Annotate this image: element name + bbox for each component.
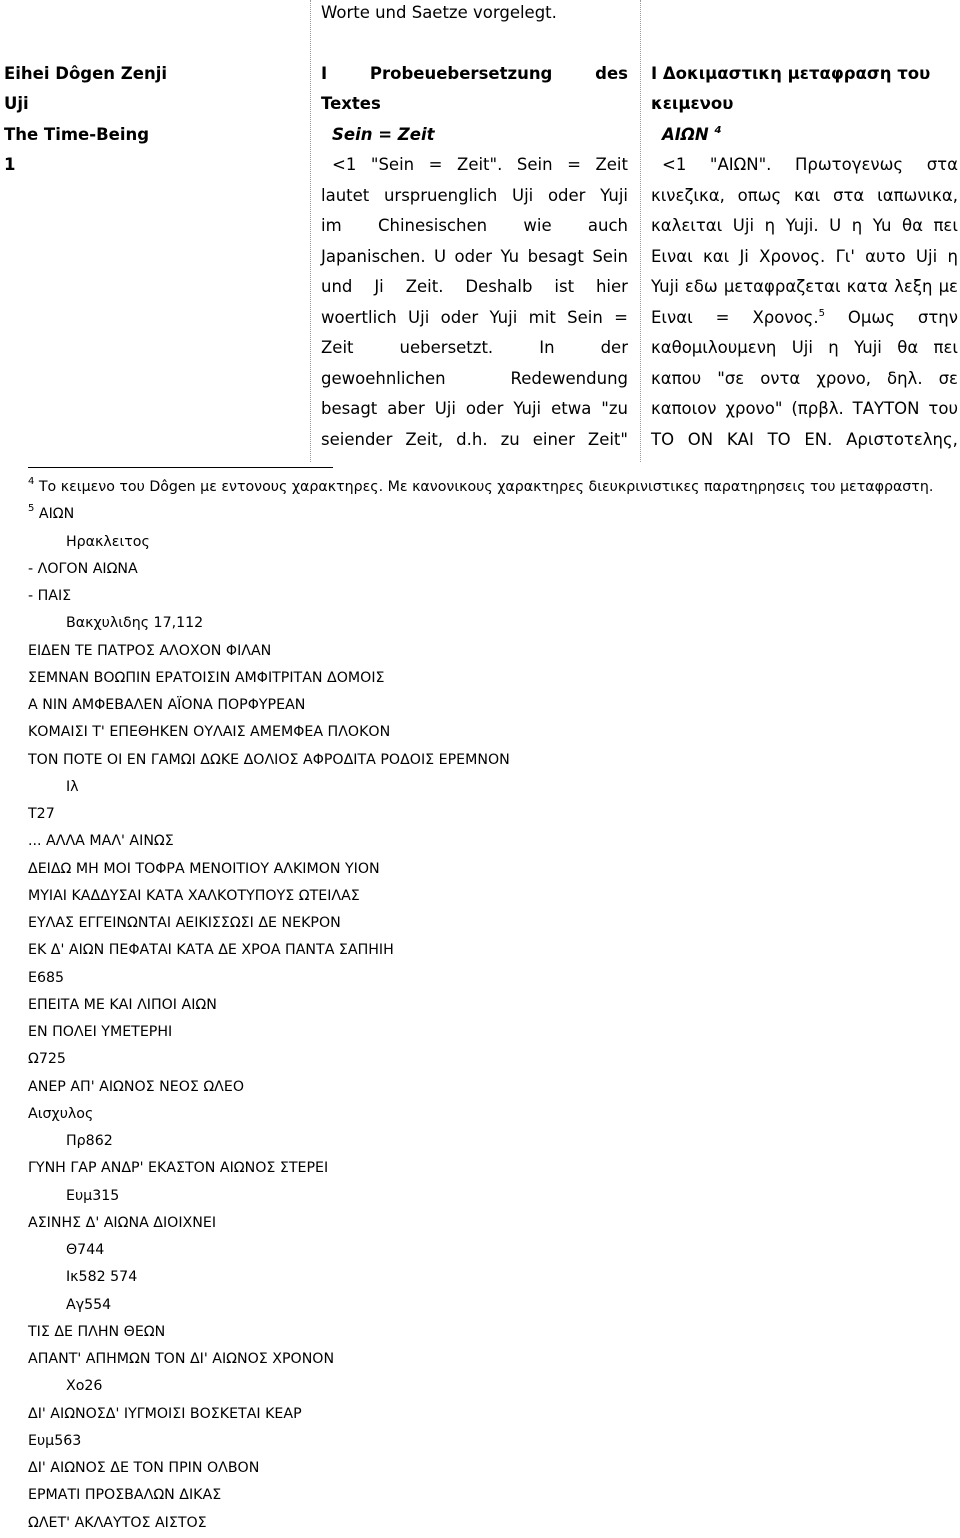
footnote-text: ΓΥΝΗ ΓΑΡ ΑΝΔΡ' ΕΚΑΣΤΟΝ ΑΙΩΝΟΣ ΣΤΕΡΕΙ	[28, 1160, 329, 1177]
word: Χρονος.$^5$	[752, 308, 825, 327]
word: wie	[523, 216, 552, 235]
text-line	[651, 247, 958, 267]
word: Ειναι	[651, 247, 693, 266]
footnote-text: Το κειμενο του Dôgen με εντονους χαρακτηρες. Με κανονικους χαρακτηρες διευκρινιστικες παρατηρησεις του μεταφραστη.	[34, 479, 934, 495]
footnote-text: ΕΠΕΙΤΑ ΜΕ ΚΑΙ ΛΙΠΟΙ ΑΙΩΝ	[28, 996, 217, 1013]
word: μεταφραζεται	[723, 277, 841, 296]
footnote-line	[28, 1159, 328, 1177]
text-line	[651, 369, 958, 389]
footnote-line	[66, 1132, 113, 1150]
footnote-text: ... ΑΛΛΑ ΜΑΛ' ΑΙΝΩΣ	[28, 833, 174, 850]
word: Yuji.	[785, 216, 819, 235]
word: uebersetzt.	[399, 338, 494, 357]
word: του	[928, 399, 958, 418]
word: η	[828, 338, 839, 357]
word: πει	[933, 338, 958, 357]
word: etwa	[551, 399, 592, 418]
word: woertlich	[321, 308, 397, 327]
word: Zeit,	[405, 430, 444, 449]
footnote-line	[66, 1268, 137, 1286]
word: urspruenglich	[383, 186, 498, 205]
footnote-text: ΣΕΜΝΑΝ ΒΟΩΠΙΝ ΕΡΑΤΟΙΣΙΝ ΑΜΦΙΤΡΙΤΑΝ ΔΟΜΟΙΣ	[28, 669, 385, 686]
word: Yu	[500, 247, 520, 266]
word: im	[321, 216, 342, 235]
word: =	[428, 155, 443, 174]
word: Γι'	[835, 247, 855, 266]
word: Zeit.	[405, 277, 444, 296]
word: Zeit".	[457, 155, 503, 174]
text-line	[651, 338, 958, 358]
word: Zeit"	[587, 430, 628, 449]
footnote-text: ΤΙΣ ΔΕ ΠΛΗΝ ΘΕΩΝ	[28, 1323, 166, 1340]
footnote-line	[28, 1514, 207, 1532]
word: ΤΟ	[651, 430, 675, 449]
word: ιαπωνικα,	[877, 186, 958, 205]
footnote-text: Ικ582 574	[66, 1269, 138, 1286]
word: Sein	[516, 155, 553, 174]
text-line	[651, 430, 958, 450]
footnote-line	[28, 642, 271, 660]
footnote-line	[28, 860, 380, 878]
word: =	[567, 155, 581, 174]
text-line	[321, 247, 628, 267]
word: δηλ.	[887, 369, 923, 388]
word: Uji	[791, 338, 813, 357]
word: und	[321, 277, 353, 296]
word: Yuji	[489, 308, 518, 327]
footnote-text: - ΛΟΓΟΝ ΑΙΩΝΑ	[28, 560, 138, 577]
footnote-line	[66, 778, 79, 796]
word: η	[947, 247, 958, 266]
word: oder	[547, 186, 586, 205]
text-line	[651, 399, 958, 419]
word: (πρβλ.	[791, 399, 844, 418]
word: κατα	[846, 277, 889, 296]
text-line	[321, 216, 628, 236]
word: και	[794, 186, 821, 205]
footnote-text: - ΠΑΙΣ	[28, 588, 72, 604]
title-line: Eihei Dôgen Zenji	[4, 64, 168, 83]
word: Yuji	[651, 277, 679, 296]
footnote-line	[28, 887, 360, 905]
word: Textes	[321, 94, 381, 113]
footnote-text: Ε685	[28, 969, 65, 986]
footnote-text: Ευμ315	[66, 1187, 120, 1204]
footnote-text: ΔΕΙΔΩ ΜΗ ΜΟΙ ΤΟΦΡΑ ΜΕΝΟΙΤΙΟΥ ΑΛΚΙΜΟΝ ΥΙΟΝ	[28, 860, 380, 877]
title-line: The Time-Being	[4, 125, 150, 144]
footnote-line	[28, 751, 510, 769]
word: besagt	[321, 399, 378, 418]
footnote-entry	[28, 478, 933, 496]
word: Yuji	[600, 186, 628, 205]
footnote-text: Χο26	[66, 1378, 103, 1395]
footnote-text: Θ744	[66, 1242, 105, 1258]
text-line	[321, 64, 628, 84]
word: καποιον	[651, 399, 717, 418]
word: des	[595, 64, 628, 83]
word: η	[764, 216, 776, 235]
footnote-line	[28, 996, 217, 1014]
footnote-text: ΕΙΔΕΝ ΤΕ ΠΑΤΡΟΣ ΑΛΟΧΟΝ ΦΙΛΑΝ	[28, 642, 272, 659]
footnote-line	[28, 1405, 302, 1423]
word: χρονο"	[725, 399, 783, 418]
footnote-text: Βακχυλιδης 17,112	[66, 615, 204, 632]
word: ΕΝ.	[804, 430, 833, 449]
text-line	[321, 3, 557, 23]
word: Sein = Zeit	[332, 125, 435, 144]
word: =	[715, 308, 730, 327]
word: "ΑΙΩΝ".	[709, 155, 772, 174]
text-line	[662, 155, 958, 175]
word: καλειται	[651, 216, 723, 235]
footnote-text: ΕΚ Δ' ΑΙΩΝ ΠΕΦΑΤΑΙ ΚΑΤΑ ΔΕ ΧΡΟΑ ΠΑΝΤΑ ΣΑΠΗΙΗ	[28, 942, 394, 959]
word: Sein	[567, 308, 603, 327]
footnote-line	[66, 533, 150, 551]
footnote-line	[66, 1187, 119, 1205]
word: Ji	[374, 277, 384, 296]
word: "σε	[717, 369, 745, 388]
word: με	[938, 277, 958, 296]
text-line	[651, 94, 733, 114]
footnote-number: 5	[28, 503, 35, 515]
word: Japanischen.	[321, 247, 426, 266]
word: Αριστοτελης,	[846, 430, 958, 449]
footnote-text: ΤΟΝ ΠΟΤΕ ΟΙ ΕΝ ΓΑΜΩΙ ΔΩΚΕ ΔΟΛΙΟΣ ΑΦΡΟΔΙΤΑ ΡΟΔΟΙΣ ΕΡΕΜΝΟΝ	[28, 751, 510, 768]
title-line: 1	[4, 155, 16, 174]
word: κειμενου	[651, 94, 734, 113]
word: χρονο,	[816, 369, 871, 388]
footnote-text: ΩΛΕΤ' ΑΚΛΑΥΤΟΣ ΑΙΣΤΟΣ	[28, 1514, 207, 1531]
word: Uji	[408, 308, 430, 327]
word: Ι Δοκιμαστικη μεταφραση του	[651, 64, 931, 83]
word: der	[600, 338, 628, 357]
word: στην	[917, 308, 958, 327]
word: Uji	[434, 399, 456, 418]
word: einer	[532, 430, 575, 449]
footnote-line	[28, 1105, 93, 1123]
word: aber	[387, 399, 425, 418]
word: Πρωτογενως	[794, 155, 904, 174]
footnote-text: ΕΥΛΑΣ ΕΓΓΕΙΝΩΝΤΑΙ ΑΕΙΚΙΣΣΩΣΙ ΔΕ ΝΕΚΡΟΝ	[28, 915, 341, 931]
text-line	[321, 277, 628, 297]
footnote-marker[interactable]: 4	[714, 125, 722, 136]
word: Χρονος.	[759, 247, 826, 266]
column-divider-right	[640, 0, 641, 462]
footnote-line	[28, 723, 390, 741]
word: αυτο	[865, 247, 906, 266]
footnote-text: Αγ554	[66, 1296, 112, 1313]
footnote-text: ΔΙ' ΑΙΩΝΟΣ ΔΕ ΤΟΝ ΠΡΙΝ ΟΛΒΟΝ	[28, 1460, 260, 1476]
word: gewoehnlichen	[321, 369, 446, 388]
word: d.h.	[456, 430, 488, 449]
word: θα	[901, 216, 923, 235]
word: σε	[938, 369, 958, 388]
footnote-text: ΑΣΙΝΗΣ Δ' ΑΙΩΝΑ ΔΙΟΙΧΝΕΙ	[28, 1214, 217, 1231]
word: ΤΟ	[767, 430, 791, 449]
word: zu	[500, 430, 520, 449]
word: Yu	[872, 216, 892, 235]
footnote-line	[28, 669, 384, 687]
word: oder	[454, 247, 493, 266]
footnote-line	[66, 614, 203, 632]
footnote-text: ΕΡΜΑΤΙ ΠΡΟΣΒΑΛΩΝ ΔΙΚΑΣ	[28, 1487, 222, 1504]
footnote-line	[28, 1214, 216, 1232]
footnote-line	[28, 1350, 334, 1368]
text-line	[662, 125, 721, 145]
column-divider-left	[310, 0, 311, 462]
word: auch	[587, 216, 628, 235]
word: besagt	[527, 247, 584, 266]
footnote-line	[28, 941, 394, 959]
word: Uji	[512, 186, 534, 205]
word: Yuji	[854, 338, 882, 357]
word: <1	[662, 155, 687, 174]
word: Chinesischen	[377, 216, 488, 235]
word: seiender	[321, 430, 393, 449]
word: Ομως	[847, 308, 895, 327]
footnote-text: Ιλ	[66, 778, 79, 795]
footnote-line	[66, 1296, 111, 1314]
word: Yuji	[513, 399, 542, 418]
text-line	[321, 94, 381, 114]
text-line	[321, 186, 628, 206]
word: Zeit	[595, 155, 628, 174]
word: καπου	[651, 369, 702, 388]
footnote-line	[28, 832, 174, 850]
word: ΑΙΩΝ	[662, 125, 709, 144]
footnote-entry	[28, 505, 74, 523]
word: <1	[332, 155, 357, 174]
footnote-text: Α ΝΙΝ ΑΜΦΕΒΑΛΕΝ ΑΪΟΝΑ ΠΟΡΦΥΡΕΑΝ	[28, 697, 306, 713]
word: Probeuebersetzung	[369, 64, 553, 83]
word: "Sein	[370, 155, 415, 174]
word: ΚΑΙ	[726, 430, 754, 449]
footnote-text: ΑΙΩΝ	[34, 506, 75, 523]
footnote-text: ΔΙ' ΑΙΩΝΟΣΔ' ΙΥΓΜΟΙΣΙ ΒΟΣΚΕΤΑΙ ΚΕΑΡ	[28, 1405, 302, 1422]
word: ΤΑΥΤΟΝ	[852, 399, 920, 418]
footnote-line	[28, 1459, 259, 1477]
text-line	[651, 277, 958, 297]
footnote-text: ΚΟΜΑΙΣΙ Τ' ΕΠΕΘΗΚΕΝ ΟΥΛΑΙΣ ΑΜΕΜΦΕΑ ΠΛΟΚΟΝ	[28, 724, 391, 741]
footnote-line	[28, 1050, 66, 1068]
footnote-line	[66, 1241, 104, 1259]
footnote-line	[28, 1323, 165, 1341]
footnote-text: Αισχυλος	[28, 1105, 94, 1122]
word: Sein	[592, 247, 628, 266]
footnote-line	[28, 587, 71, 605]
text-line	[651, 216, 958, 236]
footnote-line	[28, 969, 64, 987]
footnote-line	[28, 1023, 172, 1041]
word: In	[539, 338, 555, 357]
word: η	[851, 216, 863, 235]
word: και	[702, 247, 730, 266]
text-line	[321, 399, 628, 419]
footnote-text: Πρ862	[66, 1133, 113, 1149]
text-line	[321, 430, 628, 450]
word: Zeit	[321, 338, 354, 357]
footnote-line	[28, 1486, 221, 1504]
footnote-text: ΕΝ ΠΟΛΕΙ ΥΜΕΤΕΡΗΙ	[28, 1024, 173, 1040]
word: οντα	[760, 369, 801, 388]
footnote-number: 4	[28, 476, 35, 487]
footnote-line	[66, 1377, 102, 1395]
word: =	[614, 308, 628, 327]
word: ΟΝ	[687, 430, 714, 449]
word: Redewendung	[510, 369, 628, 388]
footnote-line	[28, 1432, 81, 1450]
word: U	[434, 247, 447, 266]
text-line	[332, 155, 628, 175]
word: Ji	[739, 247, 749, 266]
footnote-text: Ω725	[28, 1051, 66, 1068]
footnote-text: ΑΝΕΡ ΑΠ' ΑΙΩΝΟΣ ΝΕΟΣ ΩΛΕΟ	[28, 1078, 245, 1095]
text-line	[321, 308, 628, 328]
word: θα	[897, 338, 919, 357]
title-line: Uji	[4, 94, 29, 113]
footnote-line	[28, 560, 138, 578]
word: I	[321, 64, 328, 83]
footnote-text: ΑΠΑΝΤ' ΑΠΗΜΩΝ ΤΟΝ ΔΙ' ΑΙΩΝΟΣ ΧΡΟΝΟΝ	[28, 1351, 335, 1367]
word: στα	[833, 186, 865, 205]
word: hier	[595, 277, 628, 296]
word: ist	[554, 277, 575, 296]
word: Deshalb	[465, 277, 533, 296]
text-line	[651, 186, 958, 206]
word: Uji	[915, 247, 938, 266]
text-line	[321, 338, 628, 358]
word: λεξη	[894, 277, 933, 296]
translation-table	[0, 0, 960, 462]
word: lautet	[321, 186, 370, 205]
word: πει	[933, 216, 958, 235]
footnote-text: Ευμ563	[28, 1432, 82, 1449]
footnote-text: ΜΥΙΑΙ ΚΑΔΔΥΣΑΙ ΚΑΤΑ ΧΑΛΚΟΤΥΠΟΥΣ ΩΤΕΙΛΑΣ	[28, 887, 360, 904]
text-line	[321, 369, 628, 389]
word: Ειναι	[651, 308, 693, 327]
word: οπως	[737, 186, 782, 205]
footnote-line	[28, 805, 55, 823]
text-line	[651, 308, 958, 328]
footnote-line	[28, 696, 305, 714]
footnote-line	[28, 1078, 244, 1096]
footnote-line	[28, 914, 341, 932]
word: "zu	[601, 399, 628, 418]
word: κινεζικα,	[651, 186, 725, 205]
word: εδω	[684, 277, 718, 296]
word: στα	[926, 155, 958, 174]
text-line	[332, 125, 435, 145]
word: oder	[440, 308, 479, 327]
word: U	[829, 216, 842, 235]
text-line	[651, 64, 930, 84]
word: Uji	[732, 216, 755, 235]
word: mit	[528, 308, 556, 327]
footnote-text: Ηρακλειτος	[66, 533, 150, 550]
word: oder	[465, 399, 504, 418]
footnote-marker[interactable]: 5	[818, 308, 825, 319]
word: Worte und Saetze vorgelegt.	[321, 3, 557, 22]
footnote-separator	[28, 467, 333, 468]
footnote-text: Τ27	[28, 806, 55, 822]
word: καθομιλουμενη	[651, 338, 777, 357]
